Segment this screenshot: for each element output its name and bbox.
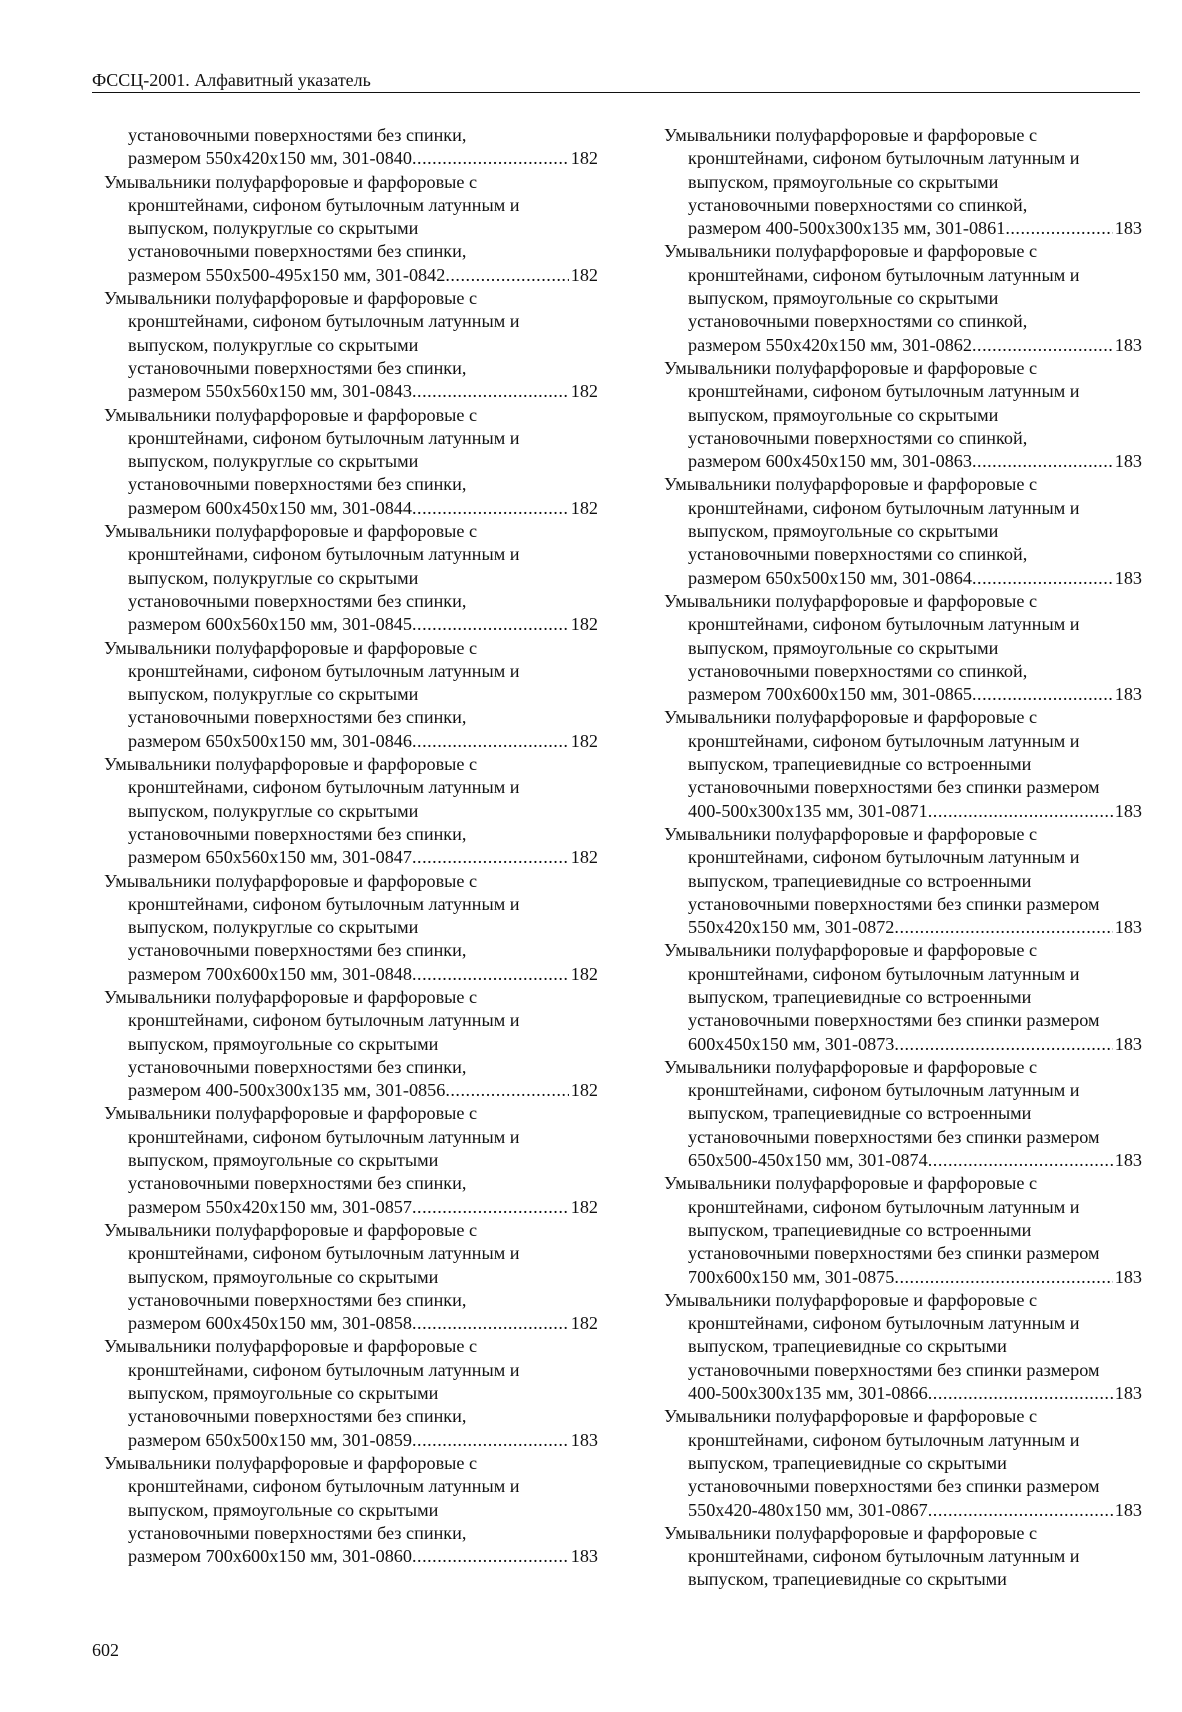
entry-line: установочными поверхностями без спинки, — [128, 357, 467, 378]
entry-last-line — [664, 916, 1142, 939]
entry-size-code: размером 550x500-495x150 мм, 301-0842 — [128, 264, 446, 285]
entry-line: установочными поверхностями со спинкой, — [688, 660, 1028, 681]
entry-line: выпуском, прямоугольные со скрытыми — [688, 171, 999, 192]
dot-leader — [894, 1033, 1112, 1056]
entry-page-ref: 183 — [570, 1546, 598, 1567]
entry-line: установочными поверхностями со спинкой, — [688, 311, 1028, 332]
dot-leader — [445, 264, 568, 287]
index-entry — [104, 404, 598, 520]
entry-size-code: размером 400-500x300x135 мм, 301-0856 — [128, 1080, 446, 1101]
entry-line: кронштейнами, сифоном бутылочным латунным и — [688, 1313, 1080, 1334]
dot-leader — [412, 613, 569, 636]
entry-line: выпуском, полукруглые со скрытыми — [128, 684, 419, 705]
index-entry — [664, 706, 1142, 822]
entry-last-line — [664, 567, 1142, 590]
entry-heading: Умывальники полуфарфоровые и фарфоровые с — [104, 171, 478, 192]
entry-last-line — [104, 1545, 598, 1568]
entry-size-code: 700x600x150 мм, 301-0875 — [688, 1266, 895, 1287]
dot-leader — [412, 497, 569, 520]
entry-size-code: 650x500-450x150 мм, 301-0874 — [688, 1150, 928, 1171]
index-entry — [104, 124, 598, 171]
entry-heading: Умывальники полуфарфоровые и фарфоровые с — [664, 125, 1038, 145]
index-entry — [104, 520, 598, 636]
entry-heading: Умывальники полуфарфоровые и фарфоровые с — [104, 637, 478, 658]
dot-leader — [412, 846, 569, 869]
entry-page-ref: 183 — [1114, 800, 1142, 821]
dot-leader — [928, 1382, 1113, 1405]
entry-line: выпуском, трапециевидные со скрытыми — [688, 1569, 1007, 1590]
entry-heading: Умывальники полуфарфоровые и фарфоровые с — [664, 707, 1038, 728]
entry-last-line — [104, 1429, 598, 1452]
entry-page-ref: 182 — [570, 730, 598, 751]
index-entry — [664, 939, 1142, 1055]
entry-line: кронштейнами, сифоном бутылочным латунным и — [128, 777, 520, 798]
entry-line: кронштейнами, сифоном бутылочным латунным и — [688, 381, 1080, 402]
dot-leader — [412, 1429, 569, 1452]
entry-size-code: размером 550x420x150 мм, 301-0857 — [128, 1196, 412, 1217]
entry-page-ref: 182 — [570, 847, 598, 868]
entry-line: установочными поверхностями без спинки размером — [688, 1476, 1100, 1497]
entry-size-code: 550x420-480x150 мм, 301-0867 — [688, 1499, 928, 1520]
entry-last-line — [664, 217, 1142, 240]
index-entry — [664, 1405, 1142, 1521]
entry-page-ref: 182 — [570, 381, 598, 402]
entry-page-ref: 183 — [1114, 1266, 1142, 1287]
index-column-right — [664, 124, 1142, 1592]
entry-page-ref: 182 — [570, 1196, 598, 1217]
entry-heading: Умывальники полуфарфоровые и фарфоровые с — [664, 1056, 1038, 1077]
entry-size-code: размером 650x560x150 мм, 301-0847 — [128, 847, 412, 868]
dot-leader — [412, 1196, 569, 1219]
entry-line: кронштейнами, сифоном бутылочным латунным и — [128, 311, 520, 332]
entry-line: установочными поверхностями без спинки размером — [688, 777, 1100, 798]
entry-size-code: размером 650x500x150 мм, 301-0859 — [128, 1429, 412, 1450]
dot-leader — [928, 1499, 1113, 1522]
entry-line: выпуском, прямоугольные со скрытыми — [688, 637, 999, 658]
entry-line: кронштейнами, сифоном бутылочным латунным и — [128, 1243, 520, 1264]
entry-last-line — [104, 730, 598, 753]
entry-heading: Умывальники полуфарфоровые и фарфоровые с — [104, 754, 478, 775]
entry-line: выпуском, трапециевидные со встроенными — [688, 1103, 1032, 1124]
entry-last-line — [104, 963, 598, 986]
header-divider — [92, 92, 1140, 93]
entry-page-ref: 182 — [570, 1313, 598, 1334]
entry-heading: Умывальники полуфарфоровые и фарфоровые с — [104, 404, 478, 425]
entry-page-ref: 182 — [570, 963, 598, 984]
entry-line: кронштейнами, сифоном бутылочным латунным и — [688, 730, 1080, 751]
entry-size-code: размером 550x560x150 мм, 301-0843 — [128, 381, 412, 402]
entry-heading: Умывальники полуфарфоровые и фарфоровые с — [104, 1452, 478, 1473]
entry-line: кронштейнами, сифоном бутылочным латунным и — [688, 847, 1080, 868]
entry-last-line — [104, 147, 598, 170]
entry-last-line — [664, 450, 1142, 473]
entry-line: кронштейнами, сифоном бутылочным латунным и — [688, 1080, 1080, 1101]
entry-line: кронштейнами, сифоном бутылочным латунным и — [128, 1359, 520, 1380]
dot-leader — [928, 1149, 1113, 1172]
entry-page-ref: 183 — [1114, 567, 1142, 588]
entry-size-code: размером 550x420x150 мм, 301-0862 — [688, 334, 972, 355]
index-entry — [104, 1452, 598, 1568]
index-entry — [664, 124, 1142, 240]
entry-line: выпуском, трапециевидные со встроенными — [688, 754, 1032, 775]
entry-page-ref: 182 — [570, 148, 598, 169]
entry-heading: Умывальники полуфарфоровые и фарфоровые с — [664, 1522, 1038, 1543]
index-entry — [104, 637, 598, 753]
index-entry — [664, 357, 1142, 473]
entry-line: кронштейнами, сифоном бутылочным латунным и — [688, 1429, 1080, 1450]
entry-line: установочными поверхностями без спинки, — [128, 1056, 467, 1077]
entry-line: кронштейнами, сифоном бутылочным латунным и — [128, 1126, 520, 1147]
entry-heading: Умывальники полуфарфоровые и фарфоровые с — [664, 474, 1038, 495]
entry-last-line — [104, 846, 598, 869]
entry-line: кронштейнами, сифоном бутылочным латунным и — [688, 264, 1080, 285]
dot-leader — [412, 963, 569, 986]
entry-size-code: размером 700x600x150 мм, 301-0865 — [688, 684, 972, 705]
entry-size-code: размером 600x560x150 мм, 301-0845 — [128, 614, 412, 635]
entry-line: установочными поверхностями без спинки, — [128, 940, 467, 961]
entry-line: выпуском, полукруглые со скрытыми — [128, 567, 419, 588]
dot-leader — [445, 1079, 568, 1102]
index-entry — [664, 1289, 1142, 1405]
entry-last-line — [104, 1312, 598, 1335]
entry-line: установочными поверхностями без спинки, — [128, 1406, 467, 1427]
entry-size-code: размером 650x500x150 мм, 301-0864 — [688, 567, 972, 588]
dot-leader — [972, 683, 1113, 706]
index-entry — [664, 823, 1142, 939]
entry-heading: Умывальники полуфарфоровые и фарфоровые с — [104, 1103, 478, 1124]
index-entry — [664, 1522, 1142, 1592]
entry-size-code: размером 600x450x150 мм, 301-0844 — [128, 497, 412, 518]
entry-page-ref: 183 — [1114, 218, 1142, 239]
entry-heading: Умывальники полуфарфоровые и фарфоровые с — [104, 1219, 478, 1240]
dot-leader — [928, 800, 1113, 823]
entry-size-code: размером 650x500x150 мм, 301-0846 — [128, 730, 412, 751]
entry-heading: Умывальники полуфарфоровые и фарфоровые с — [664, 823, 1038, 844]
dot-leader — [894, 916, 1112, 939]
entry-line: выпуском, прямоугольные со скрытыми — [128, 1150, 439, 1171]
entry-line: кронштейнами, сифоном бутылочным латунным и — [128, 893, 520, 914]
entry-line: выпуском, прямоугольные со скрытыми — [128, 1033, 439, 1054]
entry-last-line — [104, 264, 598, 287]
entry-heading: Умывальники полуфарфоровые и фарфоровые с — [664, 1173, 1038, 1194]
entry-line: установочными поверхностями без спинки размером — [688, 1126, 1100, 1147]
entry-line: кронштейнами, сифоном бутылочным латунным и — [688, 1196, 1080, 1217]
dot-leader — [1005, 217, 1112, 240]
entry-line: кронштейнами, сифоном бутылочным латунным и — [128, 194, 520, 215]
entry-heading: Умывальники полуфарфоровые и фарфоровые с — [664, 590, 1038, 611]
entry-size-code: 600x450x150 мм, 301-0873 — [688, 1033, 895, 1054]
entry-heading: Умывальники полуфарфоровые и фарфоровые с — [664, 1406, 1038, 1427]
entry-last-line — [664, 1266, 1142, 1289]
index-entry — [104, 753, 598, 869]
entry-line: установочными поверхностями без спинки, — [128, 125, 467, 145]
entry-heading: Умывальники полуфарфоровые и фарфоровые с — [664, 357, 1038, 378]
entry-line: выпуском, трапециевидные со скрытыми — [688, 1452, 1007, 1473]
entry-heading: Умывальники полуфарфоровые и фарфоровые с — [664, 940, 1038, 961]
entry-page-ref: 183 — [1114, 1383, 1142, 1404]
entry-last-line — [104, 380, 598, 403]
entry-line: выпуском, прямоугольные со скрытыми — [688, 521, 999, 542]
entry-line: установочными поверхностями со спинкой, — [688, 427, 1028, 448]
entry-line: кронштейнами, сифоном бутылочным латунным и — [688, 148, 1080, 169]
entry-size-code: размером 600x450x150 мм, 301-0863 — [688, 451, 972, 472]
entry-heading: Умывальники полуфарфоровые и фарфоровые с — [104, 986, 478, 1007]
index-column-left — [104, 124, 598, 1568]
index-entry — [104, 1219, 598, 1335]
entry-line: установочными поверхностями без спинки, — [128, 1522, 467, 1543]
entry-heading: Умывальники полуфарфоровые и фарфоровые с — [664, 1289, 1038, 1310]
dot-leader — [412, 1312, 569, 1335]
entry-line: выпуском, полукруглые со скрытыми — [128, 800, 419, 821]
entry-size-code: размером 550x420x150 мм, 301-0840 — [128, 148, 412, 169]
entry-line: кронштейнами, сифоном бутылочным латунным и — [128, 427, 520, 448]
entry-line: кронштейнами, сифоном бутылочным латунным и — [688, 497, 1080, 518]
entry-size-code: 550x420x150 мм, 301-0872 — [688, 917, 895, 938]
dot-leader — [412, 147, 569, 170]
entry-last-line — [664, 1033, 1142, 1056]
index-entry — [664, 1056, 1142, 1172]
entry-line: установочными поверхностями без спинки, — [128, 707, 467, 728]
entry-last-line — [664, 683, 1142, 706]
entry-line: установочными поверхностями без спинки, — [128, 241, 467, 262]
entry-line: кронштейнами, сифоном бутылочным латунным и — [128, 660, 520, 681]
entry-heading: Умывальники полуфарфоровые и фарфоровые с — [104, 1336, 478, 1357]
entry-line: установочными поверхностями без спинки размером — [688, 1243, 1100, 1264]
entry-size-code: размером 600x450x150 мм, 301-0858 — [128, 1313, 412, 1334]
entry-size-code: размером 700x600x150 мм, 301-0860 — [128, 1546, 412, 1567]
entry-page-ref: 182 — [570, 264, 598, 285]
entry-page-ref: 183 — [1114, 1033, 1142, 1054]
entry-page-ref: 183 — [1114, 684, 1142, 705]
entry-line: кронштейнами, сифоном бутылочным латунным и — [128, 544, 520, 565]
entry-page-ref: 183 — [1114, 917, 1142, 938]
entry-page-ref: 182 — [570, 497, 598, 518]
entry-page-ref: 182 — [570, 614, 598, 635]
entry-line: установочными поверхностями без спинки, — [128, 474, 467, 495]
entry-last-line — [104, 1196, 598, 1219]
entry-size-code: 400-500x300x135 мм, 301-0871 — [688, 800, 928, 821]
entry-line: установочными поверхностями без спинки размером — [688, 1010, 1100, 1031]
index-entry — [104, 1102, 598, 1218]
entry-page-ref: 183 — [1114, 1499, 1142, 1520]
entry-last-line — [664, 1149, 1142, 1172]
entry-last-line — [664, 334, 1142, 357]
entry-line: выпуском, полукруглые со скрытыми — [128, 218, 419, 239]
entry-line: выпуском, прямоугольные со скрытыми — [688, 404, 999, 425]
index-entry — [104, 986, 598, 1102]
entry-heading: Умывальники полуфарфоровые и фарфоровые с — [104, 870, 478, 891]
entry-line: выпуском, трапециевидные со встроенными — [688, 1219, 1032, 1240]
entry-line: установочными поверхностями со спинкой, — [688, 194, 1028, 215]
entry-line: кронштейнами, сифоном бутылочным латунным и — [688, 963, 1080, 984]
entry-line: кронштейнами, сифоном бутылочным латунным и — [128, 1010, 520, 1031]
entry-page-ref: 183 — [1114, 1150, 1142, 1171]
entry-last-line — [104, 613, 598, 636]
entry-last-line — [104, 1079, 598, 1102]
index-entry — [664, 590, 1142, 706]
dot-leader — [412, 730, 569, 753]
entry-line: установочными поверхностями без спинки, — [128, 1289, 467, 1310]
dot-leader — [972, 567, 1113, 590]
dot-leader — [972, 334, 1113, 357]
index-entry — [664, 1172, 1142, 1288]
entry-line: выпуском, полукруглые со скрытыми — [128, 451, 419, 472]
index-entry — [104, 287, 598, 403]
entry-page-ref: 183 — [1114, 334, 1142, 355]
dot-leader — [972, 450, 1113, 473]
entry-line: установочными поверхностями со спинкой, — [688, 544, 1028, 565]
entry-page-ref: 183 — [570, 1429, 598, 1450]
entry-line: установочными поверхностями без спинки, — [128, 823, 467, 844]
entry-line: выпуском, полукруглые со скрытыми — [128, 334, 419, 355]
entry-heading: Умывальники полуфарфоровые и фарфоровые с — [104, 521, 478, 542]
entry-last-line — [664, 1382, 1142, 1405]
entry-line: выпуском, прямоугольные со скрытыми — [128, 1266, 439, 1287]
entry-line: установочными поверхностями без спинки размером — [688, 1359, 1100, 1380]
entry-line: установочными поверхностями без спинки, — [128, 590, 467, 611]
entry-last-line — [104, 497, 598, 520]
entry-size-code: размером 700x600x150 мм, 301-0848 — [128, 963, 412, 984]
entry-last-line — [664, 1499, 1142, 1522]
page-number: 602 — [92, 1640, 119, 1660]
entry-line: выпуском, прямоугольные со скрытыми — [128, 1499, 439, 1520]
index-entry — [664, 240, 1142, 356]
entry-line: кронштейнами, сифоном бутылочным латунным и — [688, 1546, 1080, 1567]
index-entry — [664, 473, 1142, 589]
entry-heading: Умывальники полуфарфоровые и фарфоровые с — [664, 241, 1038, 262]
dot-leader — [412, 1545, 569, 1568]
entry-line: выпуском, прямоугольные со скрытыми — [128, 1383, 439, 1404]
entry-size-code: размером 400-500x300x135 мм, 301-0861 — [688, 218, 1006, 239]
index-entry — [104, 870, 598, 986]
dot-leader — [894, 1266, 1112, 1289]
entry-line: выпуском, трапециевидные со встроенными — [688, 870, 1032, 891]
entry-last-line — [664, 800, 1142, 823]
dot-leader — [412, 380, 569, 403]
entry-heading: Умывальники полуфарфоровые и фарфоровые с — [104, 288, 478, 309]
index-entry — [104, 171, 598, 287]
entry-line: кронштейнами, сифоном бутылочным латунным и — [128, 1476, 520, 1497]
entry-line: кронштейнами, сифоном бутылочным латунным и — [688, 614, 1080, 635]
entry-line: выпуском, полукруглые со скрытыми — [128, 917, 419, 938]
entry-line: выпуском, трапециевидные со скрытыми — [688, 1336, 1007, 1357]
running-header: ФССЦ-2001. Алфавитный указатель — [92, 70, 371, 90]
entry-page-ref: 183 — [1114, 451, 1142, 472]
entry-line: выпуском, прямоугольные со скрытыми — [688, 288, 999, 309]
entry-line: установочными поверхностями без спинки размером — [688, 893, 1100, 914]
entry-size-code: 400-500x300x135 мм, 301-0866 — [688, 1383, 928, 1404]
entry-line: выпуском, трапециевидные со встроенными — [688, 986, 1032, 1007]
index-entry — [104, 1335, 598, 1451]
entry-line: установочными поверхностями без спинки, — [128, 1173, 467, 1194]
entry-page-ref: 182 — [570, 1080, 598, 1101]
